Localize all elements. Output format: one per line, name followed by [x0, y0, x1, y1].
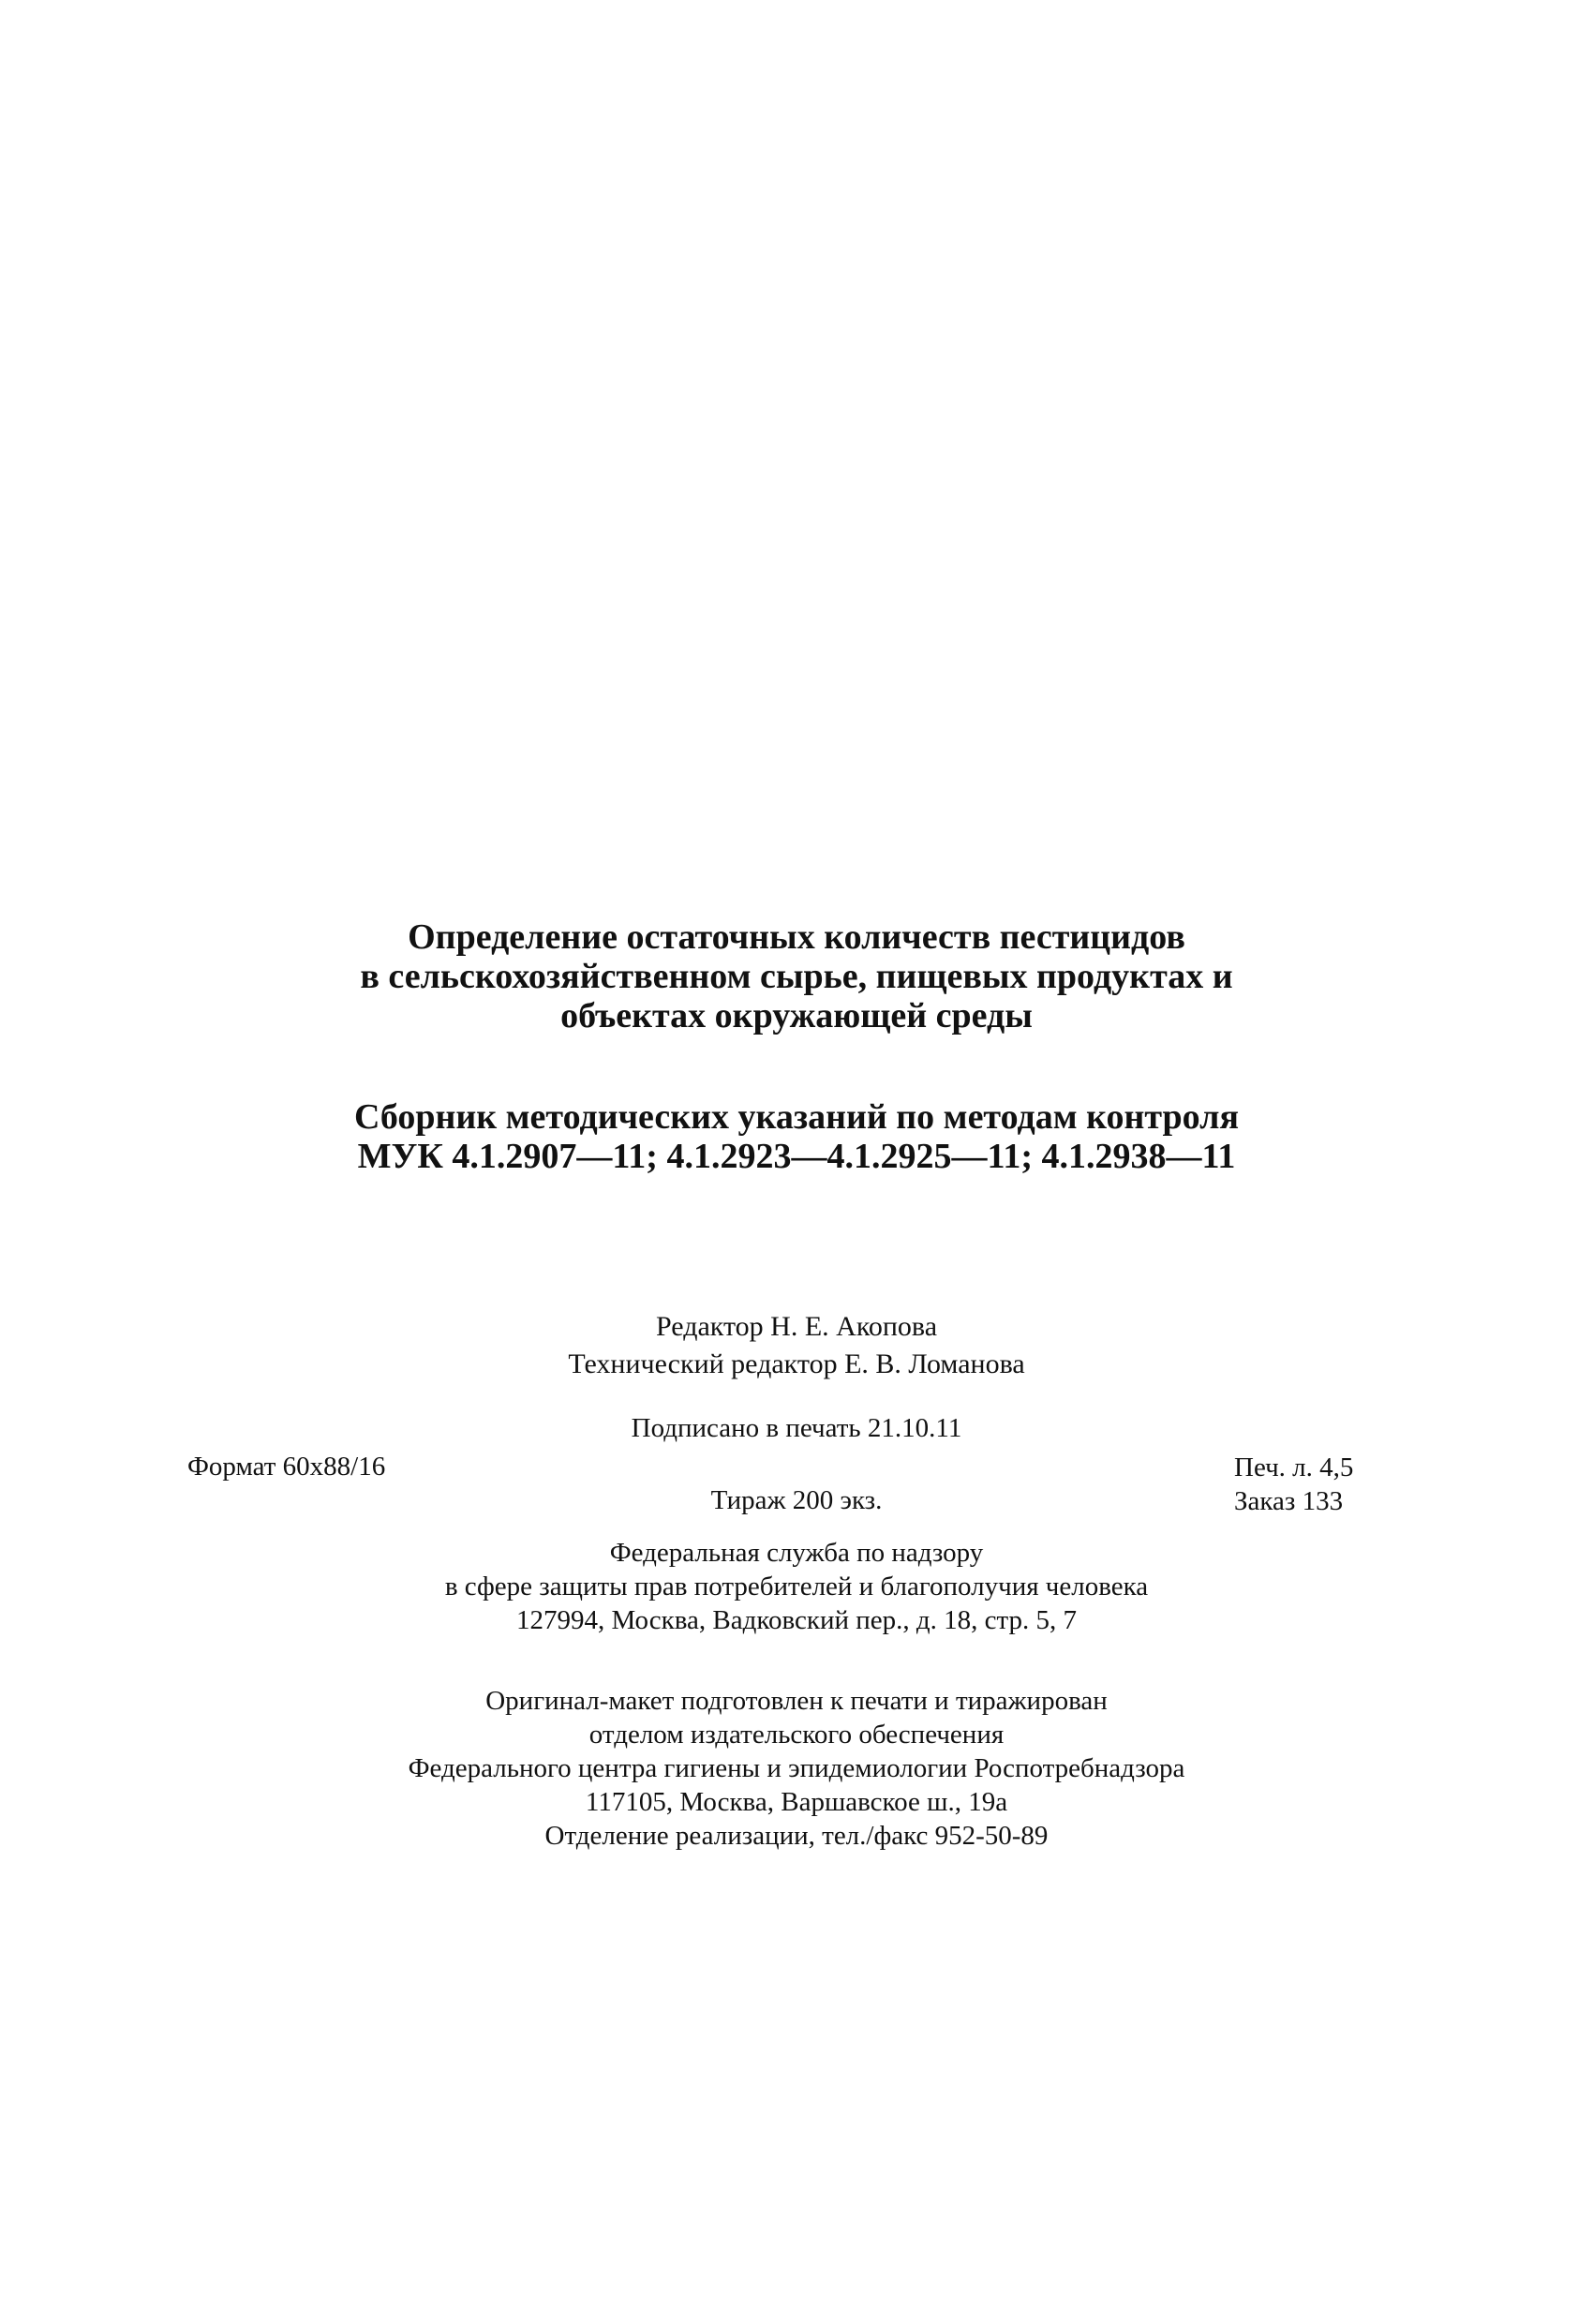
federal-service-line: 127994, Москва, Вадковский пер., д. 18, стр. 5, 7 [515, 1605, 1078, 1635]
format-text: Формат 60x88/16 [187, 1452, 386, 1482]
federal-service-line: в сфере защиты прав потребителей и благополучия человека [444, 1572, 1149, 1601]
circulation-text: Тираж 200 экз. [710, 1485, 883, 1515]
federal-service-line: Федеральная служба по надзору [609, 1538, 984, 1568]
editors-block [0, 1308, 1593, 1383]
document-title [0, 917, 1593, 1035]
title-line: в сельскохозяйственном сырье, пищевых продуктах и [360, 957, 1233, 996]
title-line: Определение остаточных количеств пестицидов [408, 917, 1185, 957]
title-line: объектах окружающей среды [560, 996, 1033, 1035]
subtitle-line: Сборник методических указаний по методам контроля [353, 1097, 1240, 1137]
order-text: Заказ 133 [1234, 1486, 1344, 1516]
publisher-line: Отделение реализации, тел./факс 952-50-89 [544, 1821, 1049, 1851]
signed-date: Подписано в печать 21.10.11 [631, 1413, 962, 1443]
publisher-line: Оригинал-макет подготовлен к печати и тиражирован [485, 1686, 1108, 1716]
subtitle-line: МУК 4.1.2907—11; 4.1.2923—4.1.2925—11; 4.1.2938—11 [357, 1137, 1236, 1176]
publisher-line: 117105, Москва, Варшавское ш., 19а [585, 1787, 1008, 1817]
federal-service-block [0, 1536, 1593, 1637]
publisher-line: Федерального центра гигиены и эпидемиологии Роспотребнадзора [408, 1753, 1185, 1783]
print-sheets-text: Печ. л. 4,5 [1234, 1452, 1354, 1482]
publisher-block [0, 1684, 1593, 1853]
document-subtitle [0, 1097, 1593, 1176]
editor-line: Редактор Н. Е. Акопова [655, 1311, 938, 1342]
tech-editor-line: Технический редактор Е. В. Ломанова [568, 1348, 1025, 1379]
publisher-line: отделом издательского обеспечения [588, 1720, 1005, 1750]
